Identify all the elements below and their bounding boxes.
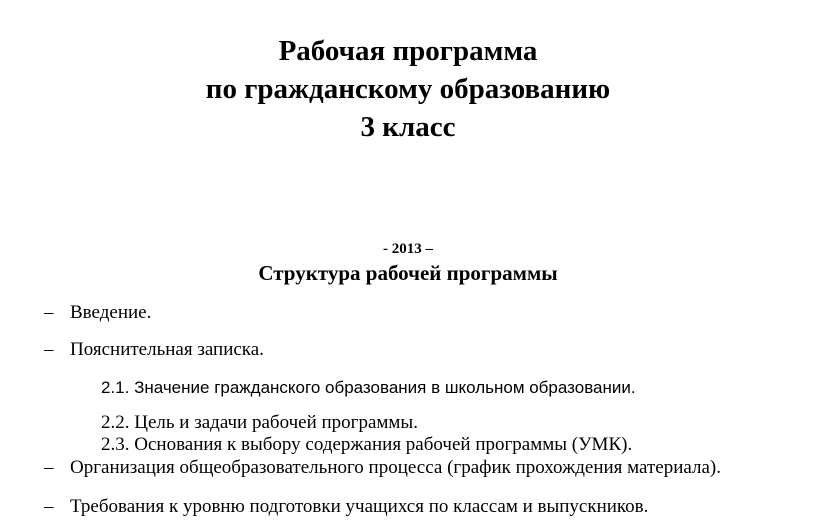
sub-list-item: 2.2. Цель и задачи рабочей программы. [101,412,418,433]
list-item [44,302,151,324]
bullet-dash: – [44,302,54,323]
bullet-dash: – [44,339,54,360]
list-item-text: Пояснительная записка. [70,339,264,360]
list-item-text: Введение. [70,302,152,323]
sub-list-item: 2.1. Значение гражданского образования в школьном образовании. [101,378,636,397]
title-line-1: Рабочая программа [278,35,538,67]
list-item [44,339,264,361]
bullet-dash: – [44,496,54,517]
bullet-dash: – [44,457,54,478]
list-item-text: Требования к уровню подготовки учащихся по классам и выпускников. [70,496,649,517]
list-item [44,496,648,518]
structure-heading: Структура рабочей программы [258,261,558,285]
year-label: - 2013 – [383,241,433,257]
list-item [44,457,721,479]
sub-list-item: 2.3. Основания к выбору содержания рабочей программы (УМК). [101,434,633,455]
title-line-2: по гражданскому образованию [205,73,611,105]
title-line-3: 3 класс [360,111,456,143]
document-title [0,32,816,146]
list-item-text: Организация общеобразовательного процесса (график прохождения материала). [70,457,721,478]
